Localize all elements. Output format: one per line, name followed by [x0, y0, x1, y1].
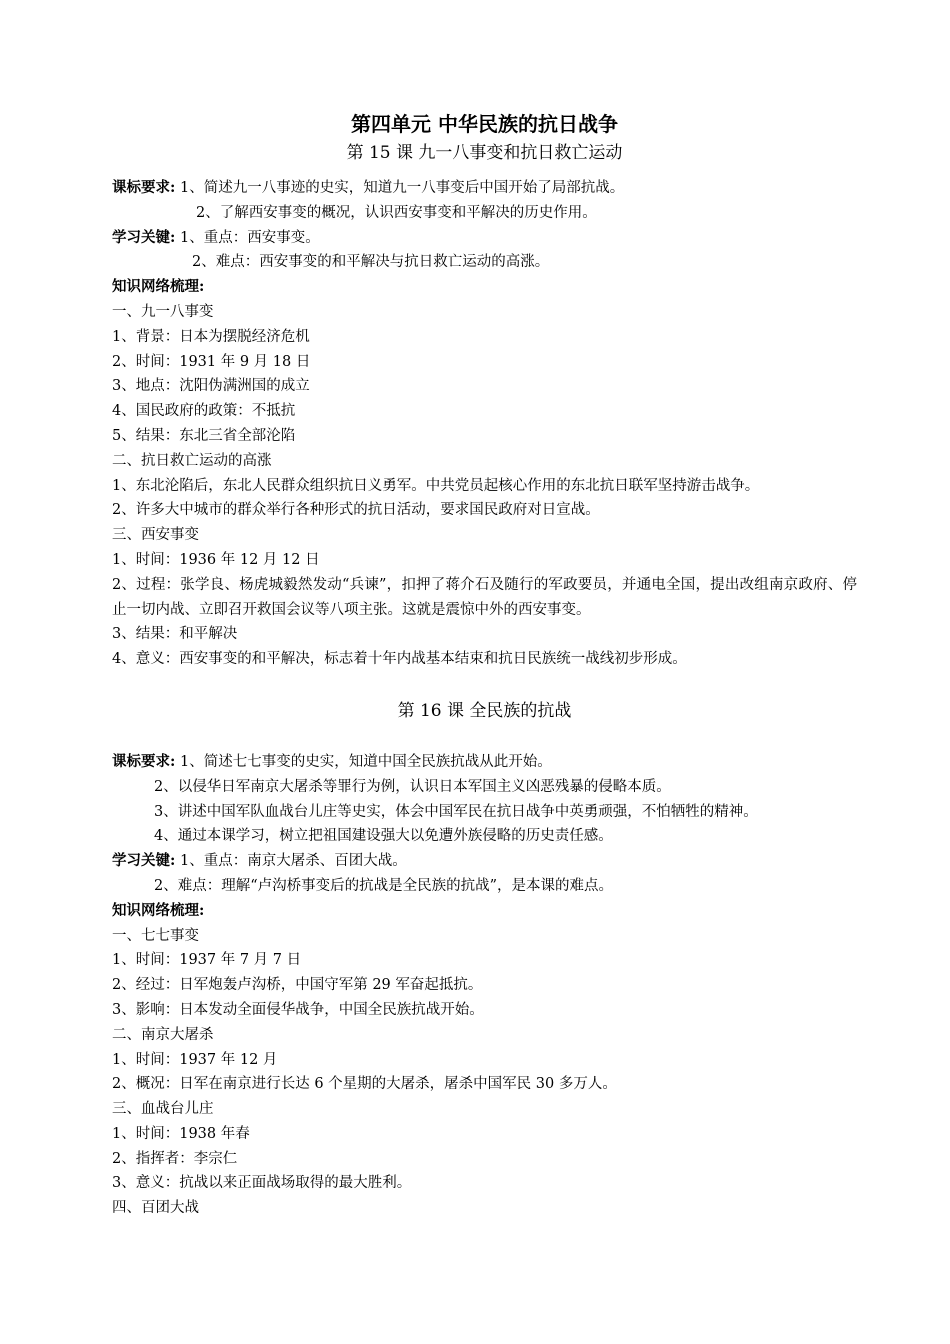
l16-sec4-title: 四、百团大战 [112, 1200, 199, 1217]
l16-sec1-item: 2、经过：日军炮轰卢沟桥，中国守军第 29 军奋起抵抗。 [112, 977, 483, 994]
l16-req-label: 课标要求: [112, 752, 176, 770]
l15-requirement-1: 课标要求: 1、简述九一八事迹的史实，知道九一八事变后中国开始了局部抗战。 [112, 179, 625, 196]
l15-net-label: 知识网络梳理: [112, 278, 205, 296]
l16-net-label: 知识网络梳理: [112, 901, 205, 919]
l15-sec3-process: 2、过程：张学良、杨虎城毅然发动“兵谏”，扣押了蒋介石及随行的军政要员，并通电全国，提出改组南京政府、停止一切内战、立即召开救国会议等八项主张。这就是震惊中外的西安事变。 [112, 576, 857, 618]
l15-req-label: 课标要求: [112, 179, 176, 196]
l15-key-2: 2、难点：西安事变的和平解决与抗日救亡运动的高涨。 [192, 254, 550, 271]
l16-sec1-title: 一、七七事变 [112, 927, 199, 944]
l16-sec2-item: 1、时间：1937 年 12 月 [112, 1051, 278, 1068]
l15-sec1-title: 一、九一八事变 [112, 303, 214, 320]
l16-sec2-title: 二、南京大屠杀 [112, 1026, 214, 1043]
l15-sec3-title: 三、西安事变 [112, 527, 199, 544]
lesson-16-title: 第 16 课 全民族的抗战 [397, 700, 572, 721]
l15-sec2-item: 1、东北沦陷后，东北人民群众组织抗日义勇军。中共党员起核心作用的东北抗日联军坚持游击战争。 [112, 477, 760, 494]
l16-key-1: 学习关键: 1、重点：南京大屠杀、百团大战。 [112, 852, 407, 870]
l15-sec1-item: 5、结果：东北三省全部沦陷 [112, 427, 296, 444]
l16-requirement-3: 3、讲述中国军队血战台儿庄等史实，体会中国军民在抗日战争中英勇顽强，不怕牺牲的精神。 [154, 803, 758, 820]
l16-sec3-item: 3、意义：抗战以来正面战场取得的最大胜利。 [112, 1175, 412, 1192]
l15-sec2-item: 2、许多大中城市的群众举行各种形式的抗日活动，要求国民政府对日宣战。 [112, 502, 600, 519]
l16-sec1-item: 1、时间：1937 年 7 月 7 日 [112, 952, 302, 969]
l16-sec1-item: 3、影响：日本发动全面侵华战争，中国全民族抗战开始。 [112, 1001, 484, 1018]
l15-key-label: 学习关键: [112, 228, 176, 246]
l15-sec1-item: 1、背景：日本为摆脱经济危机 [112, 328, 310, 345]
l16-requirement-1: 课标要求: 1、简述七七事变的史实，知道中国全民族抗战从此开始。 [112, 752, 552, 770]
l15-sec1-item: 4、国民政府的政策：不抵抗 [112, 403, 296, 420]
l15-sec3-result: 3、结果：和平解决 [112, 626, 238, 643]
l16-sec3-item: 2、指挥者：李宗仁 [112, 1150, 238, 1167]
l15-sec1-item: 3、地点：沈阳伪满洲国的成立 [112, 378, 310, 395]
l15-key-1: 学习关键: 1、重点：西安事变。 [112, 228, 320, 246]
l16-sec2-item: 2、概况：日军在南京进行长达 6 个星期的大屠杀，屠杀中国军民 30 多万人。 [112, 1076, 617, 1093]
unit-title: 第四单元 中华民族的抗日战争 [351, 112, 618, 136]
l16-key-2: 2、难点：理解“卢沟桥事变后的抗战是全民族的抗战”，是本课的难点。 [154, 877, 614, 894]
l15-sec1-item: 2、时间：1931 年 9 月 18 日 [112, 353, 311, 370]
l16-requirement-4: 4、通过本课学习，树立把祖国建设强大以免遭外族侵略的历史责任感。 [154, 828, 613, 845]
l16-sec3-item: 1、时间：1938 年春 [112, 1125, 250, 1142]
l16-key-label: 学习关键: [112, 852, 176, 870]
document-content [112, 108, 857, 1221]
l15-sec2-title: 二、抗日救亡运动的高涨 [112, 452, 272, 469]
lesson-15-title: 第 15 课 九一八事变和抗日救亡运动 [346, 143, 623, 163]
l16-requirement-2: 2、以侵华日军南京大屠杀等罪行为例，认识日本军国主义凶恶残暴的侵略本质。 [154, 778, 671, 795]
l15-sec3-time: 1、时间：1936 年 12 月 12 日 [112, 551, 320, 568]
l15-requirement-2: 2、了解西安事变的概况，认识西安事变和平解决的历史作用。 [196, 204, 597, 221]
l16-sec3-title: 三、血战台儿庄 [112, 1101, 214, 1118]
l15-sec3-significance: 4、意义：西安事变的和平解决，标志着十年内战基本结束和抗日民族统一战线初步形成。 [112, 651, 687, 668]
